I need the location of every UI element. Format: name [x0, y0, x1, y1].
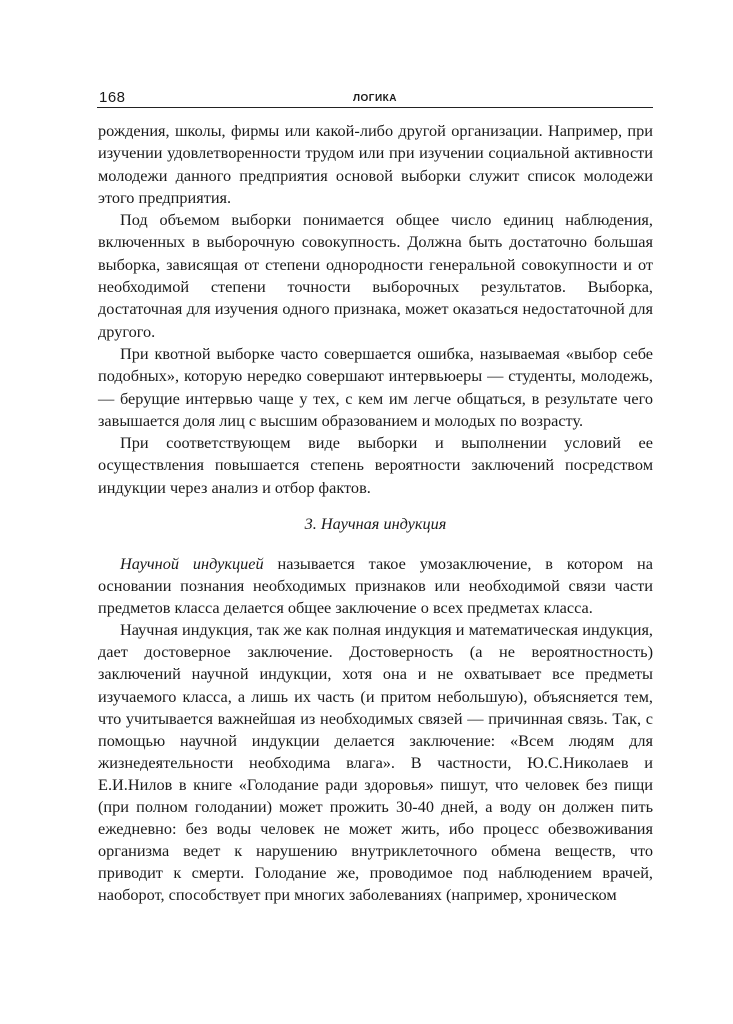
- definition-text: называется такое умозаключение, в котором на основании познания необходимых признаков или необходимой связи части предметов класса делается общее заключение о всех предметах класса.: [98, 554, 653, 618]
- defined-term: Научной индукцией: [120, 554, 264, 573]
- running-title: [97, 91, 653, 107]
- paragraph-sample-size: Под объемом выборки понимается общее число единиц наблюдения, включенных в выборочную совокупность. Должна быть достаточно большая выборка, зависящая от степени однородности генеральной совокупности и от необходимой степени точности выборочных результатов. Выборка, достаточная для изучения одного признака, может оказаться недостаточной для другого.: [98, 210, 653, 341]
- section-heading: 3. Научная индукция: [304, 514, 447, 533]
- paragraph-probability: При соответствующем виде выборки и выполнении условий ее осуществления повышается степень вероятности заключений посредством индукции через анализ и отбор фактов.: [98, 433, 653, 497]
- running-header: [97, 89, 653, 108]
- page-number: 168: [99, 89, 130, 107]
- running-title-text: ЛОГИКА: [349, 93, 401, 104]
- paragraph-quota-sample: При квотной выборке часто совершается ошибка, называемая «выбор себе подобных», которую нередко совершают интервьюеры — студенты, молодежь, — берущие интервью чаще у тех, с кем им легче общаться, в результате чего завышается доля лиц с высшим образованием и молодых по возрасту.: [98, 343, 653, 430]
- paragraph-scientific-induction: Научная индукция, так же как полная индукция и математическая индукция, дает достоверное заключение. Достоверность (а не вероятностность) заключений научной индукции, хотя она и не охватывает все предметы изучаемого класса, а лишь их часть (и притом небольшую), объясняется тем, что учитывается важнейшая из необходимых связей — причинная связь. Так, с помощью научной индукции делается заключение: «Всем людям для жизнедеятельности необходима влага». В частности, Ю.С.Николаев и Е.И.Нилов в книге «Голодание ради здоровья» пишут, что человек без пищи (при полном голодании) может прожить 30-40 дней, а воду он должен пить ежедневно: без воды человек не может жить, ибо процесс обезвоживания организма ведет к нарушению внутриклеточного обмена веществ, что приводит к смерти. Голодание же, проводимое под наблюдением врачей, наоборот, способствует при многих заболеваниях (например, хроническом: [98, 620, 653, 905]
- body-text-bottom: [98, 553, 653, 907]
- body-text-top: [98, 120, 653, 499]
- paragraph-continuation: рождения, школы, фирмы или какой-либо другой организации. Например, при изучении удовлетворенности трудом или при изучении социальной активности молодежи данного предприятия основой выборки служит список молодежи этого предприятия.: [98, 121, 653, 207]
- paragraph-definition: [98, 553, 653, 619]
